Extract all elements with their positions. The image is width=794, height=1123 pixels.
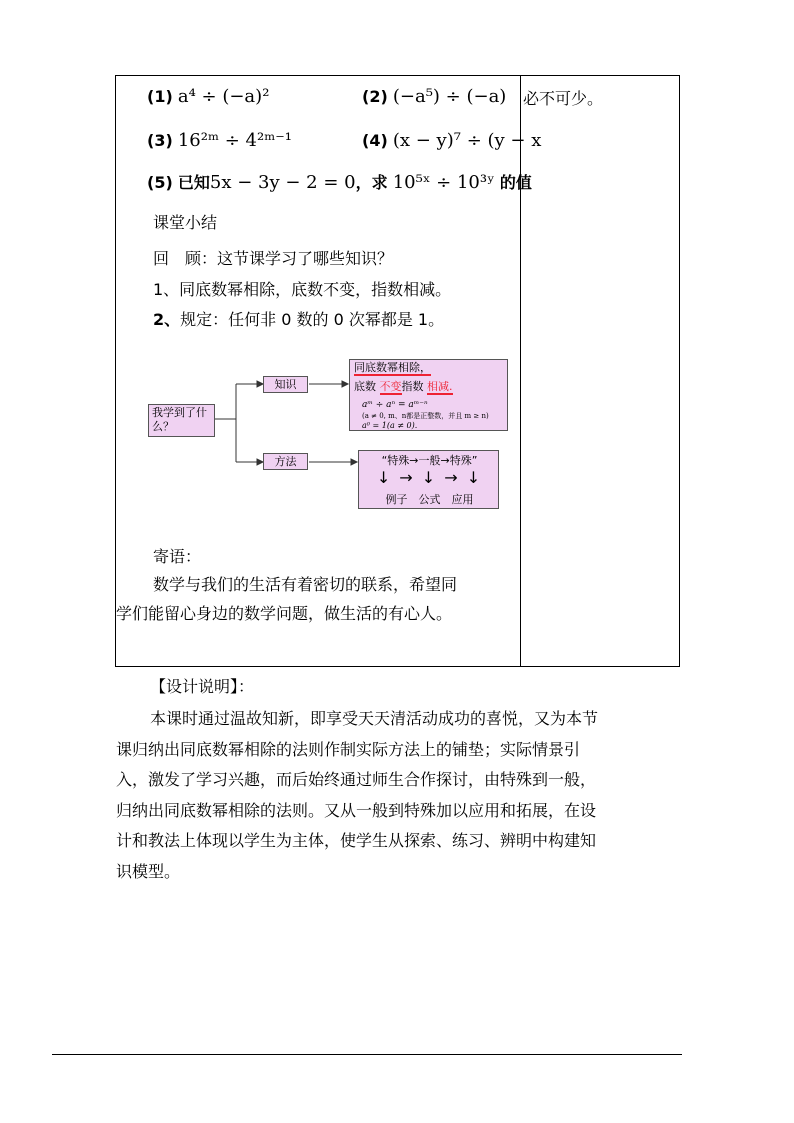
exercise-2-label: (2)	[362, 87, 388, 106]
summary-point-1: 1、同底数幂相除，底数不变，指数相减。	[153, 280, 452, 299]
diagram-method-content	[358, 450, 499, 509]
diagram-root-label: 我学到了什么？	[152, 406, 207, 433]
exercise-5-prefix: 已知	[177, 173, 210, 192]
design-line: 归纳出同底数幂相除的法则。又从一般到特殊加以应用和拓展，在设	[116, 800, 597, 820]
right-column-text: 必不可少。	[523, 89, 604, 108]
footer-rule	[52, 1054, 682, 1055]
method-arrows: ↓ → ↓ → ↓	[376, 468, 483, 487]
diagram-method-box	[263, 453, 308, 470]
message-heading: 寄语：	[153, 547, 202, 566]
summary-point-2-text: 规定：任何非 0 数的 0 次幂都是 1。	[180, 310, 445, 329]
knowledge-formula: aᵐ ÷ aⁿ = aᵐ⁻ⁿ	[362, 400, 428, 410]
knowledge-title	[354, 361, 431, 374]
diagram-knowledge-box	[263, 376, 308, 393]
knowledge-title-text: 同底数幂相除，	[354, 361, 431, 374]
knowledge-rule	[354, 380, 453, 393]
exercise-3-label: (3)	[147, 131, 173, 150]
diagram-knowledge-content	[349, 359, 508, 431]
exercise-5-suffix: 的值	[499, 173, 532, 192]
exercise-2-expr: (−a⁵) ÷ (−a)	[392, 86, 507, 107]
design-heading: 【设计说明】：	[150, 677, 255, 696]
summary-heading: 课堂小结	[153, 213, 218, 232]
method-items: 例子 公式 应用	[385, 493, 474, 506]
knowledge-base: 底数	[354, 380, 376, 393]
design-line: 识模型。	[116, 861, 181, 881]
diagram-root-box	[148, 404, 215, 437]
exercise-5-equation: 5x − 3y − 2 = 0	[209, 172, 356, 193]
diagram-method-label: 方法	[274, 455, 297, 468]
design-line: 本课时通过温故知新，即享受天天清活动成功的喜悦，又为本节	[150, 709, 599, 728]
design-line: 计和教法上体现以学生为主体，使学生从探索、练习、辨明中构建知	[116, 831, 597, 850]
exercise-5-label: (5)	[147, 173, 173, 192]
method-title: “特殊→一般→特殊”	[381, 454, 478, 467]
knowledge-exp: 指数	[401, 380, 424, 393]
message-line-1: 数学与我们的生活有着密切的联系，希望同	[153, 575, 458, 594]
summary-review: 回 顾：这节课学习了哪些知识？	[153, 249, 394, 268]
summary-point-2-num: 2、	[153, 310, 181, 329]
exercise-1-expr: a⁴ ÷ (−a)²	[177, 86, 270, 107]
design-line: 入，激发了学习兴趣，而后始终通过师生合作探讨，由特殊到一般，	[116, 770, 597, 789]
design-line: 课归纳出同底数幂相除的法则作制实际方法上的铺垫；实际情景引	[116, 739, 581, 759]
exercise-4-label: (4)	[362, 131, 388, 150]
design-paragraph	[116, 704, 686, 887]
message-line-2: 学们能留心身边的数学问题，做生活的有心人。	[116, 604, 453, 623]
exercise-5-expr: 10⁵ˣ ÷ 10³ʸ	[392, 172, 495, 193]
knowledge-condition: (a ≠ 0, m、n都是正整数，并且 m ≥ n)	[362, 412, 489, 420]
diagram-knowledge-label: 知识	[274, 378, 297, 391]
exercise-3-expr: 16²ᵐ ÷ 4²ᵐ⁻¹	[177, 130, 292, 151]
exercise-5-mid: ，求	[355, 173, 388, 192]
knowledge-zero: a⁰ = 1(a ≠ 0).	[362, 421, 418, 430]
exercise-4-expr: (x − y)⁷ ÷ (y − x	[392, 130, 542, 151]
exercise-1-label: (1)	[147, 87, 173, 106]
knowledge-unchanged: 不变	[379, 380, 402, 393]
knowledge-subtract: 相减.	[427, 380, 453, 393]
